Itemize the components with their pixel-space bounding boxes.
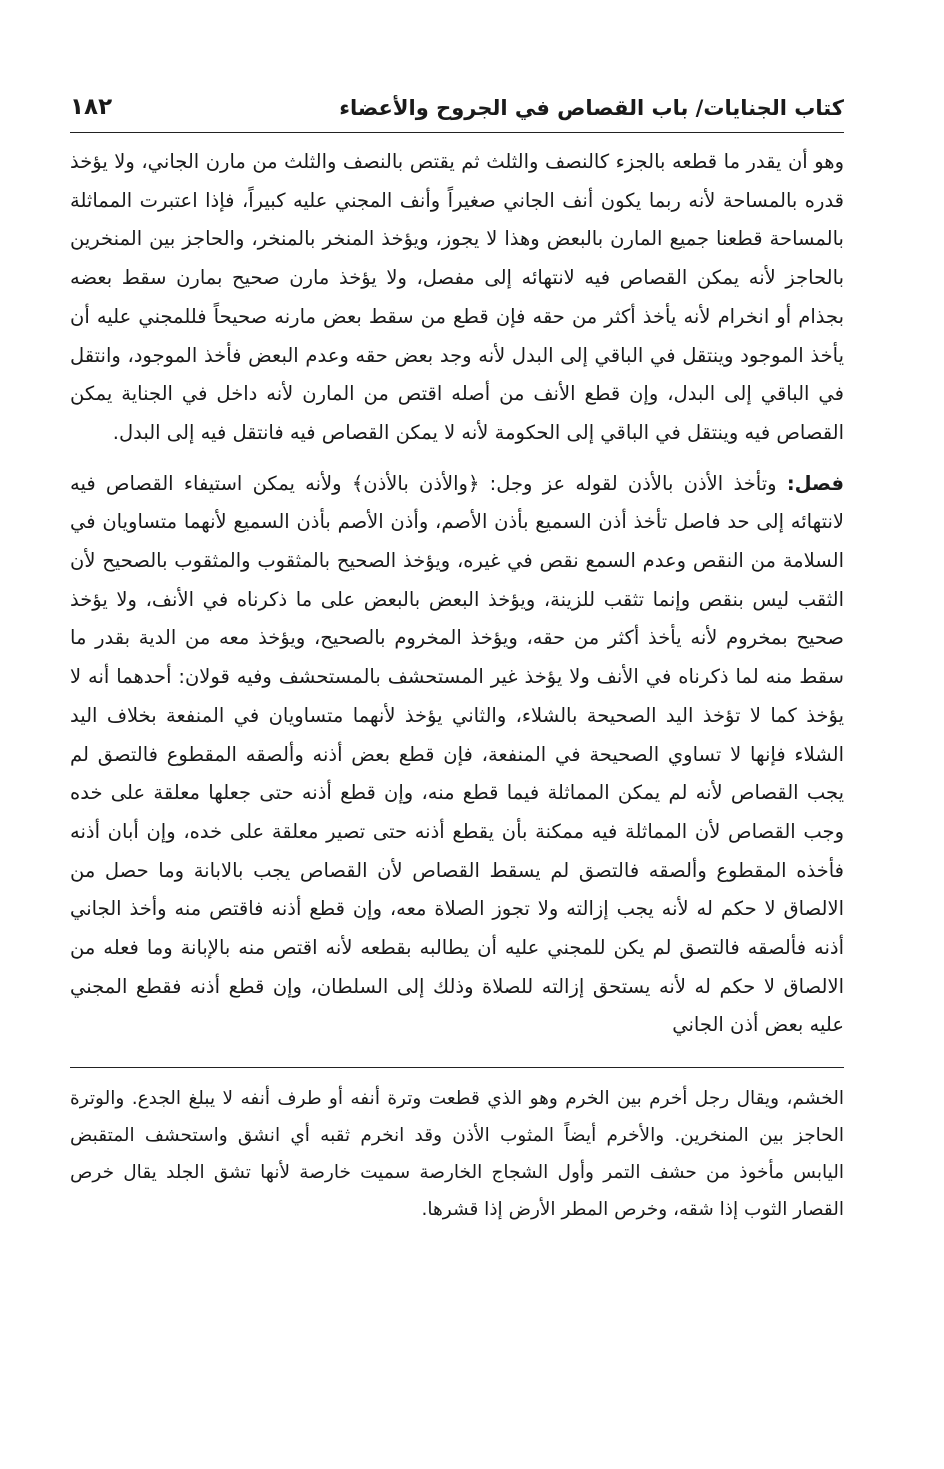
footnote-divider: [70, 1067, 844, 1068]
page-number: ١٨٢: [70, 94, 113, 120]
main-text: [70, 143, 844, 1045]
running-header: [70, 88, 844, 133]
book-page: [70, 88, 844, 1388]
paragraph: وهو أن يقدر ما قطعه بالجزء كالنصف والثلث ثم يقتص بالنصف والثلث من مارن الجاني، ولا يؤخذ قدره بالمساحة لأنه ربما يكون أنف الجاني صغيراً وأنف المجني عليه كبيراً، فإذا اعتبرت المماثلة بالمساحة قطعنا جميع المارن بالبعض وهذا لا يجوز، ويؤخذ المنخر بالمنخر، والحاجز بين المنخرين بالحاجز لأنه يمكن القصاص فيه لانتهائه إلى مفصل، ولا يؤخذ مارن صحيح بمارن سقط بعضه بجذام أو انخرام لأنه يأخذ أكثر من حقه فإن قطع من سقط بعض مارنه صحيحاً فللمجني عليه أن يأخذ الموجود وينتقل في الباقي إلى البدل لأنه وجد بعض حقه وعدم البعض فأخذ الموجود، وانتقل في الباقي إلى البدل، وإن قطع الأنف من أصله اقتص من المارن لأنه داخل في الجناية يمكن القصاص فيه وينتقل في الباقي إلى الحكومة لأنه لا يمكن القصاص فيه فانتقل فيه إلى البدل.: [70, 150, 844, 444]
running-title: كتاب الجنايات/ باب القصاص في الجروح والأعضاء: [339, 96, 844, 120]
section-label: فصل:: [786, 471, 844, 495]
paragraph-text: وتأخذ الأذن بالأذن لقوله عز وجل: ﴿والأذن بالأذن﴾ ولأنه يمكن استيفاء القصاص فيه لانتهائه إلى حد فاصل تأخذ أذن السميع بأذن الأصم، وأذن الأصم بأذن السميع لأنهما متساويان في السلامة من النقص وعدم السمع نقص في غيره، ويؤخذ الصحيح بالمثقوب والمثقوب بالصحيح لأن الثقب ليس بنقص وإنما تثقب للزينة، ويؤخذ البعض بالبعض على ما ذكرناه في الأنف، ولا يؤخذ صحيح بمخروم لأنه يأخذ أكثر من حقه، ويؤخذ المخروم بالصحيح، ويؤخذ معه من الدية بقدر ما سقط منه لما ذكرناه في الأنف ولا يؤخذ غير المستحشف بالمستحشف وفيه قولان: أحدهما أنه لا يؤخذ كما لا تؤخذ اليد الصحيحة بالشلاء، والثاني يؤخذ لأنهما متساويان في المنفعة بخلاف اليد الشلاء فإنها لا تساوي الصحيحة في المنفعة، فإن قطع بعض أذنه وألصقه المقطوع فالتصق لم يجب القصاص لأنه لم يمكن المماثلة فيما قطع منه، وإن قطع أذنه حتى جعلها معلقة على خده وجب القصاص لأن المماثلة فيه ممكنة بأن يقطع أذنه حتى تصير معلقة على خده، وإن أبان أذنه فأخذه المقطوع وألصقه فالتصق لم يسقط القصاص لأن القصاص يجب بالابانة وما حصل من الالصاق لا حكم له لأنه يجب إزالته ولا تجوز الصلاة معه، وإن قطع أذنه فاقتص منه وأخذ الجاني أذنه فألصقه فالتصق لم يكن للمجني عليه أن يطالبه بقطعه لأنه اقتص منه بالإبانة وما فعله من الالصاق لا حكم له لأنه يستحق إزالته للصلاة وذلك إلى السلطان، وإن قطع أذنه فقطع المجني عليه بعض أذن الجاني: [70, 471, 844, 1037]
paragraph: [70, 465, 844, 1046]
footnote: الخشم، ويقال رجل أخرم بين الخرم وهو الذي قطعت وترة أنفه أو طرف أنفه لا يبلغ الجدع. والوترة الحاجز بين المنخرين. والأخرم أيضاً المثوب الأذن وقد انخرم ثقبه أي انشق واستحشف المتقبض اليابس مأخوذ من حشف التمر وأول الشجاج الخارصة سميت خارصة لأنها تشق الجلد يقال خرص القصار الثوب إذا شقه، وخرص المطر الأرض إذا قشرها.: [70, 1088, 844, 1221]
